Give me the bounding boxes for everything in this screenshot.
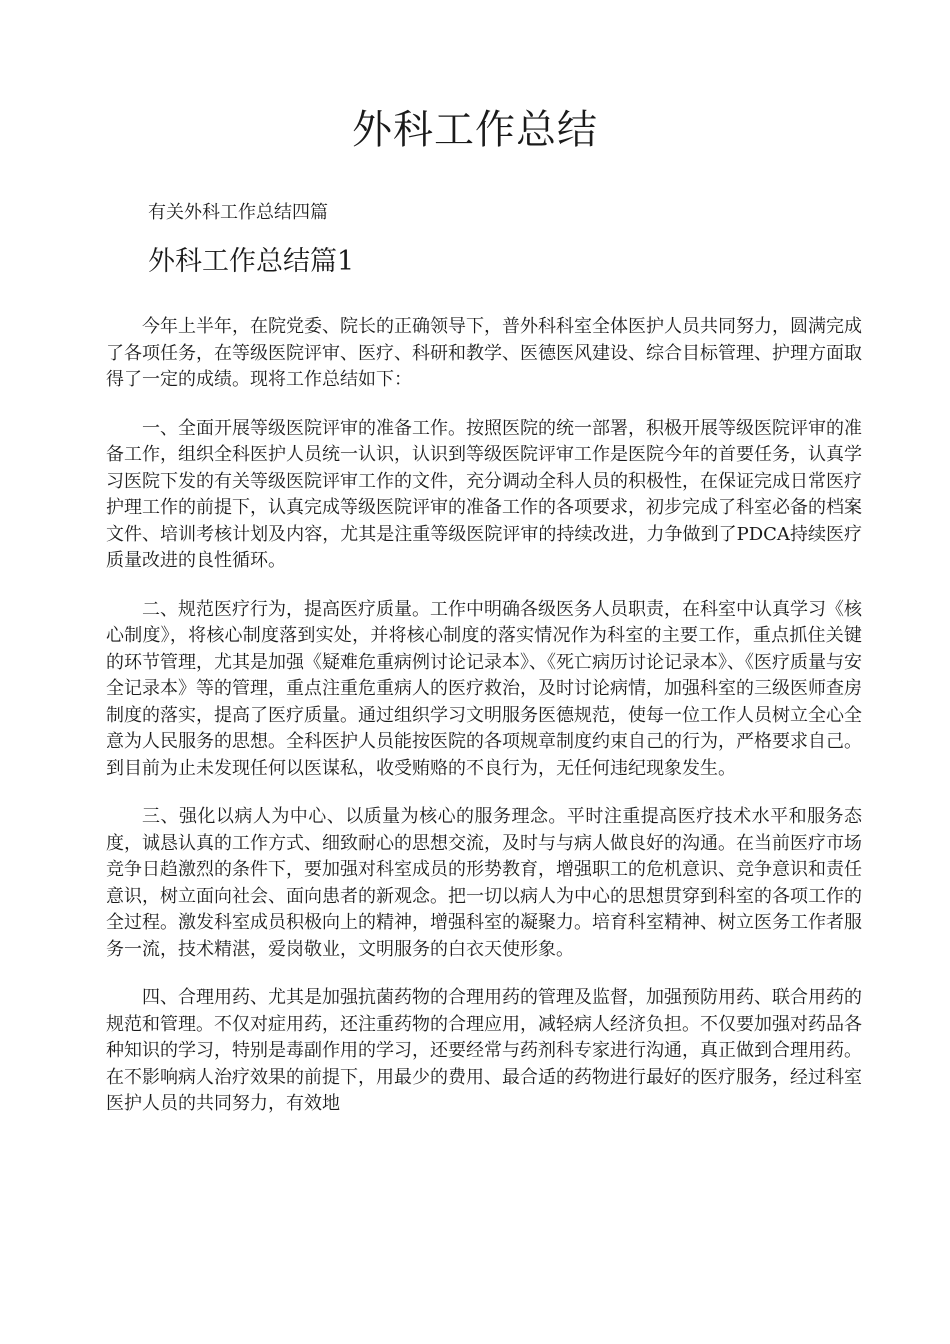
paragraph-4: 四、合理用药、尤其是加强抗菌药物的合理用药的管理及监督，加强预防用药、联合用药的规范和管理。不仅对症用药，还注重药物的合理应用，减轻病人经济负担。不仅要加强对药品各种知识的学习，特别是毒副作用的学习，还要经常与药剂科专家进行沟通，真正做到合理用药。在不影响病人治疗效果的前提下，用最少的费用、最合适的药物进行最好的医疗服务，经过科室医护人员的共同努力，有效地: [106, 987, 862, 1114]
document-body: [106, 314, 862, 1140]
paragraph-1: 一、全面开展等级医院评审的准备工作。按照医院的统一部署，积极开展等级医院评审的准备工作，组织全科医护人员统一认识，认识到等级医院评审工作是医院今年的首要任务，认真学习医院下发的有关等级医院评审工作的文件，充分调动全科人员的积极性，在保证完成日常医疗护理工作的前提下，认真完成等级医院评审的准备工作的各项要求，初步完成了科室必备的档案文件、培训考核计划及内容，尤其是注重等级医院评审的持续改进，力争做到了PDCA持续医疗质量改进的良性循环。: [106, 417, 862, 571]
paragraph-3: 三、强化以病人为中心、以质量为核心的服务理念。平时注重提高医疗技术水平和服务态度，诚恳认真的工作方式、细致耐心的思想交流，及时与与病人做良好的沟通。在当前医疗市场竞争日趋激烈的条件下，要加强对科室成员的形势教育，增强职工的危机意识、竞争意识和责任意识，树立面向社会、面向患者的新观念。把一切以病人为中心的思想贯穿到科室的各项工作的全过程。激发科室成员积极向上的精神，增强科室的凝聚力。培育科室精神、树立医务工作者服务一流，技术精湛，爱岗敬业，文明服务的白衣天使形象。: [106, 806, 862, 960]
document-subtitle: 有关外科工作总结四篇: [148, 202, 328, 223]
paragraph-2: 二、规范医疗行为，提高医疗质量。工作中明确各级医务人员职责，在科室中认真学习《核心制度》，将核心制度落到实处，并将核心制度的落实情况作为科室的主要工作，重点抓住关键的环节管理，尤其是加强《疑难危重病例讨论记录本》、《死亡病历讨论记录本》、《医疗质量与安全记录本》等的管理，重点注重危重病人的医疗救治，及时讨论病情，加强科室的三级医师查房制度的落实，提高了医疗质量。通过组织学习文明服务医德规范，使每一位工作人员树立全心全意为人民服务的思想。全科医护人员能按医院的各项规章制度约束自己的行为，严格要求自己。到目前为止未发现任何以医谋私，收受贿赂的不良行为，无任何违纪现象发生。: [106, 598, 862, 779]
paragraph-intro: 今年上半年，在院党委、院长的正确领导下，普外科科室全体医护人员共同努力，圆满完成了各项任务，在等级医院评审、医疗、科研和教学、医德医风建设、综合目标管理、护理方面取得了一定的成绩。现将工作总结如下：: [106, 316, 862, 390]
section-heading: 外科工作总结篇1: [148, 246, 355, 277]
document-title: 外科工作总结: [352, 107, 598, 153]
